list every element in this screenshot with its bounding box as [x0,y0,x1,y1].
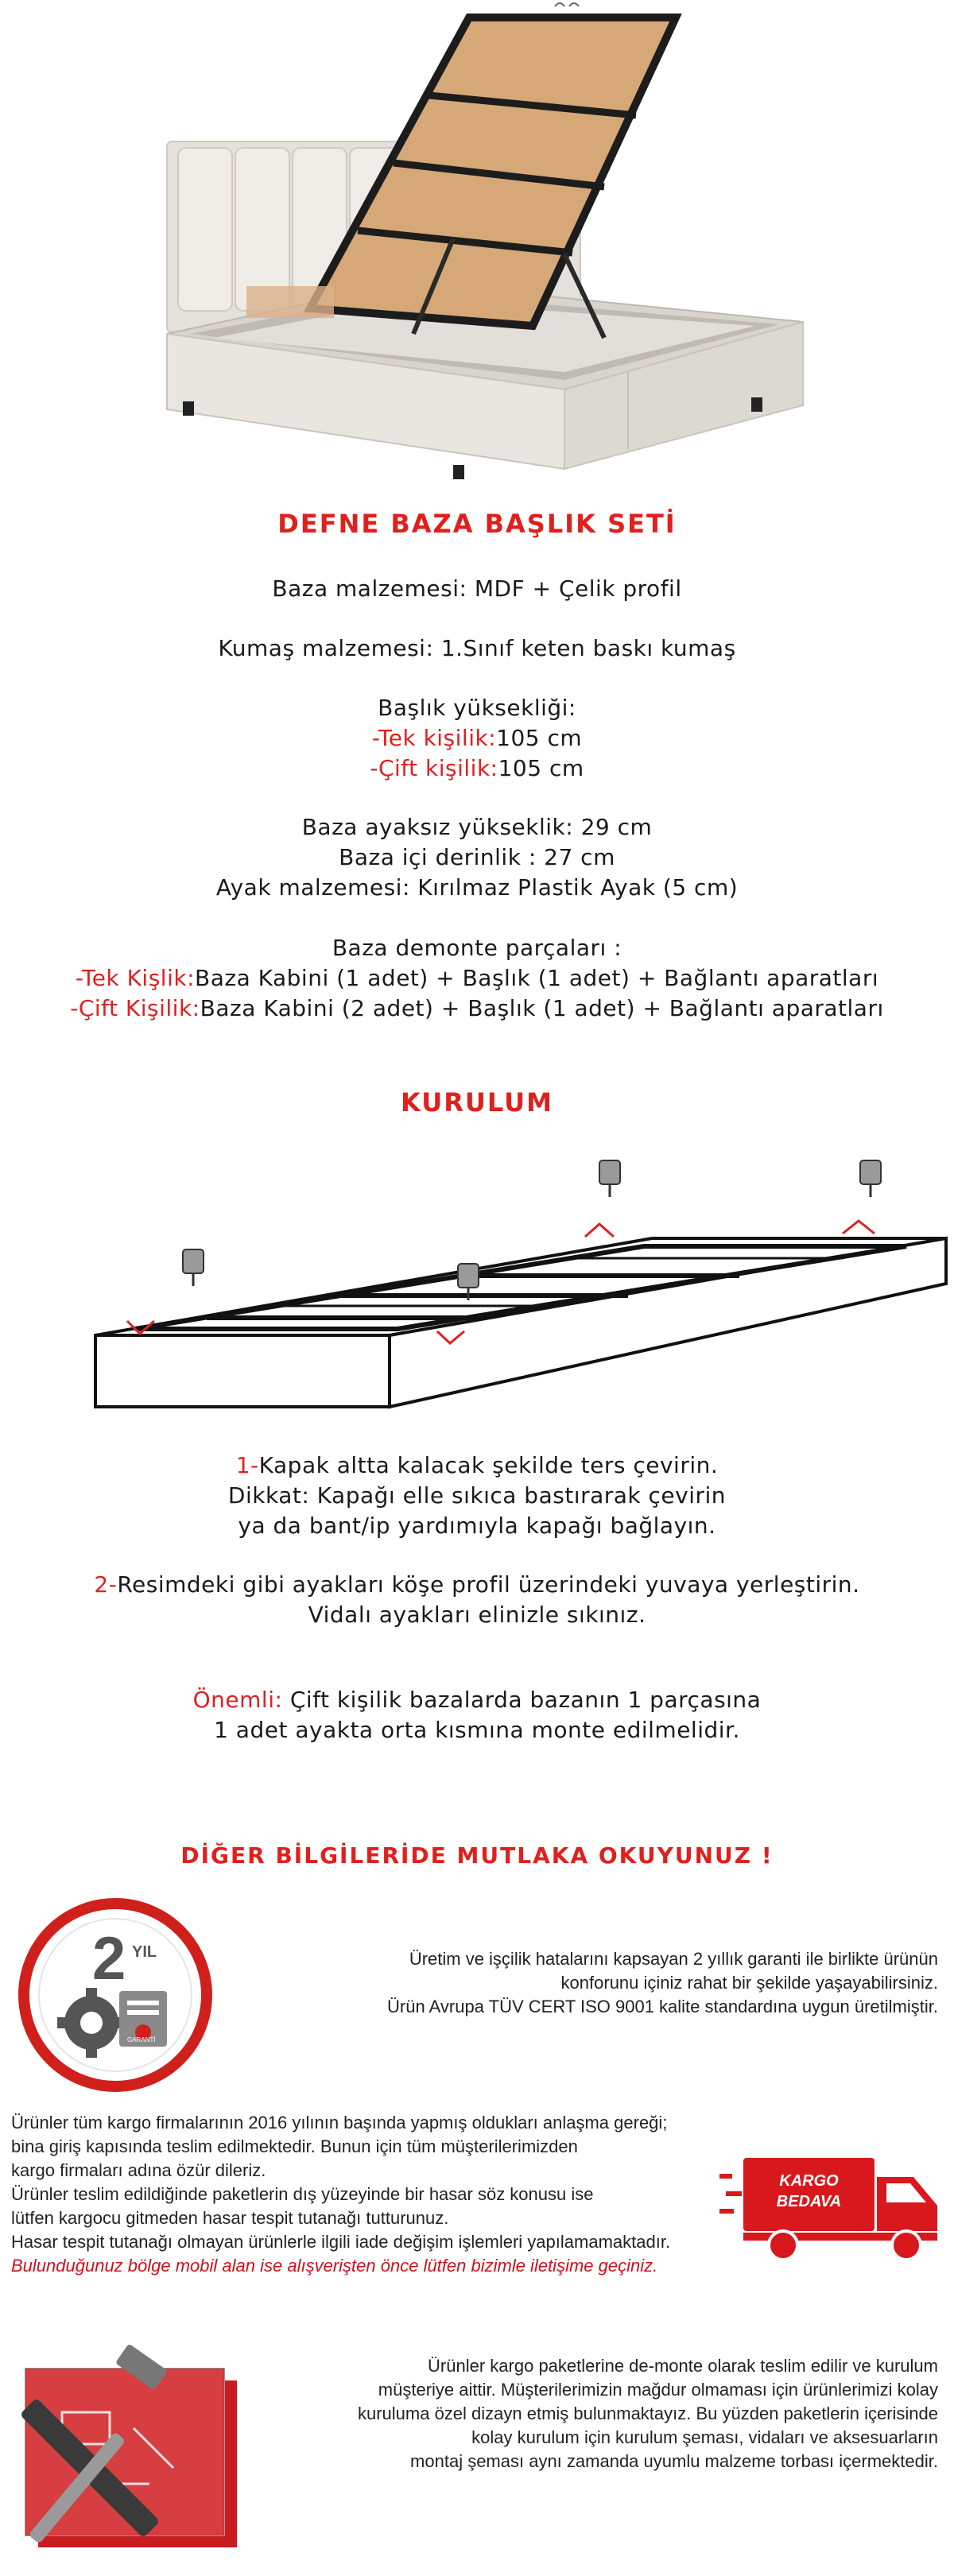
important-label: Önemli: [192,1687,283,1713]
cargo-text [11,2111,790,2278]
step-1-line-2: Dikkat: Kapağı elle sıkıca bastırarak çevirin [227,1482,727,1509]
single-parts-label: -Tek Kişlik: [75,965,195,991]
cargo-line-7: Bulunduğunuz bölge mobil alan ise alışverişten önce lütfen bizimle iletişime geçiniz. [11,2256,658,2276]
double-height-value: 105 cm [498,755,584,781]
single-parts-value: Baza Kabini (1 adet) + Başlık (1 adet) + Bağlantı aparatları [195,965,879,991]
important-note [0,1685,954,1745]
tools-icon [14,2333,245,2559]
double-parts-label: -Çift Kişilik: [70,995,200,1021]
assembly-line-2: müşteriye aittir. Müşterilerimizin mağdur olmaması için ürünlerimizi kolay [378,2380,938,2400]
product-photo [119,0,835,509]
warranty-line-1: Üretim ve işçilik hatalarını kapsayan 2 yıllık garanti ile birlikte ürünün [409,1949,938,1969]
fabric-line: Kumaş malzemesi: 1.Sınıf keten baskı kumaş [218,635,736,661]
step-2-line-2: Vidalı ayakları elinizle sıkınız. [308,1602,646,1628]
cargo-line-4: Ürünler teslim edildiğinde paketlerin dış yüzeyinde bir hasar söz konusu ise [11,2184,594,2204]
assembly-line-5: montaj şeması aynı zamanda uyumlu malzeme torbası içermektedir. [410,2451,938,2471]
single-parts [0,963,954,994]
base-dimensions [0,812,954,903]
step-1-number: 1- [235,1452,259,1478]
assembly-tools-icon [14,2333,245,2559]
double-parts-value: Baza Kabini (2 adet) + Başlık (1 adet) + Bağlantı aparatları [200,995,884,1021]
installation-diagram [80,1145,954,1447]
assembly-line-3: kuruluma özel dizayn etmiş bulunmaktayız. Bu yüzden paketlerin içerisinde [357,2404,938,2423]
assembly-line-1: Ürünler kargo paketlerine de-monte olarak teslim edilir ve kurulum [428,2356,938,2376]
warranty-number: 2 [92,1925,126,1993]
important-line-1: Önemli: Çift kişilik bazalarda bazanın 1 parçasına [192,1687,762,1713]
product-title: DEFNE BAZA BAŞLIK SETİ [277,509,677,539]
installation-title: KURULUM [401,1087,553,1118]
step-2-number: 2- [94,1571,118,1598]
warranty-line-2: konforunu içiniz rahat bir şekilde yaşayabilirsiniz. [560,1973,938,1993]
assembly-text [238,2354,938,2473]
cargo-line-3: kargo firmaları adına özür dileriz. [11,2160,266,2180]
step-2 [0,1570,954,1630]
headboard-height [0,693,954,784]
warranty-small: GARANTİ [127,2036,156,2043]
double-height [0,753,954,784]
assembly-line-4: kolay kurulum için kurulum şeması, vidaları ve aksesuarların [471,2427,938,2447]
parts-list [0,933,954,1024]
warranty-text [254,1947,938,2019]
leg-material-line: Ayak malzemesi: Kırılmaz Plastik Ayak (5 cm) [215,874,739,901]
cargo-line-5: lütfen kargocu gitmeden hasar tespit tutanağı tutturunuz. [11,2208,449,2228]
foot-icon [860,1160,881,1197]
double-parts [0,994,954,1024]
cargo-line-1: Ürünler tüm kargo firmalarının 2016 yılının başında yapmış oldukları anlaşma gereği; [11,2113,668,2132]
step-1-line-1: 1-Kapak altta kalacak şekilde ters çevirin. [235,1452,719,1478]
single-height-label: -Tek kişilik: [371,725,497,751]
parts-label: Baza demonte parçaları : [332,935,622,961]
cargo-line-6: Hasar tespit tutanağı olmayan ürünlerle ilgili iade değişim işlemleri yapılamamaktadır. [11,2232,671,2252]
material-line: Baza malzemesi: MDF + Çelik profil [272,575,682,602]
cargo-line-2: bina giriş kapısında teslim edilmektedir. Bunun için tüm müşterilerimizden [11,2136,578,2156]
foot-icon [599,1160,620,1197]
inner-depth-line: Baza içi derinlik : 27 cm [339,844,615,870]
single-height [0,723,954,753]
warranty-badge [16,1896,215,2094]
important-line-2: 1 adet ayakta orta kısmına monte edilmelidir. [214,1717,740,1743]
base-height-line: Baza ayaksız yükseklik: 29 cm [301,814,653,840]
truck-label-1: KARGO [779,2172,839,2190]
single-height-value: 105 cm [496,725,583,751]
double-height-label: -Çift kişilik: [370,755,498,781]
warranty-unit: YIL [132,1943,157,1961]
base-frame-diagram [80,1145,954,1447]
step-1 [0,1451,954,1541]
headboard-height-label: Başlık yüksekliği: [378,695,576,721]
storage-bed-illustration [119,0,835,509]
step-2-line-1: 2-Resimdeki gibi ayakları köşe profil üzerindeki yuvaya yerleştirin. [94,1571,860,1598]
foot-icon [183,1249,204,1286]
truck-label-2: BEDAVA [776,2193,842,2210]
truck-label [743,2171,874,2212]
step-1-line-3: ya da bant/ip yardımıyla kapağı bağlayın. [238,1513,716,1539]
info-title: DİĞER BİLGİLERİDE MUTLAKA OKUYUNUZ ! [180,1842,774,1869]
free-cargo-truck [719,2150,946,2265]
warranty-line-3: Ürün Avrupa TÜV CERT ISO 9001 kalite standardına uygun üretilmiştir. [387,1997,938,2016]
